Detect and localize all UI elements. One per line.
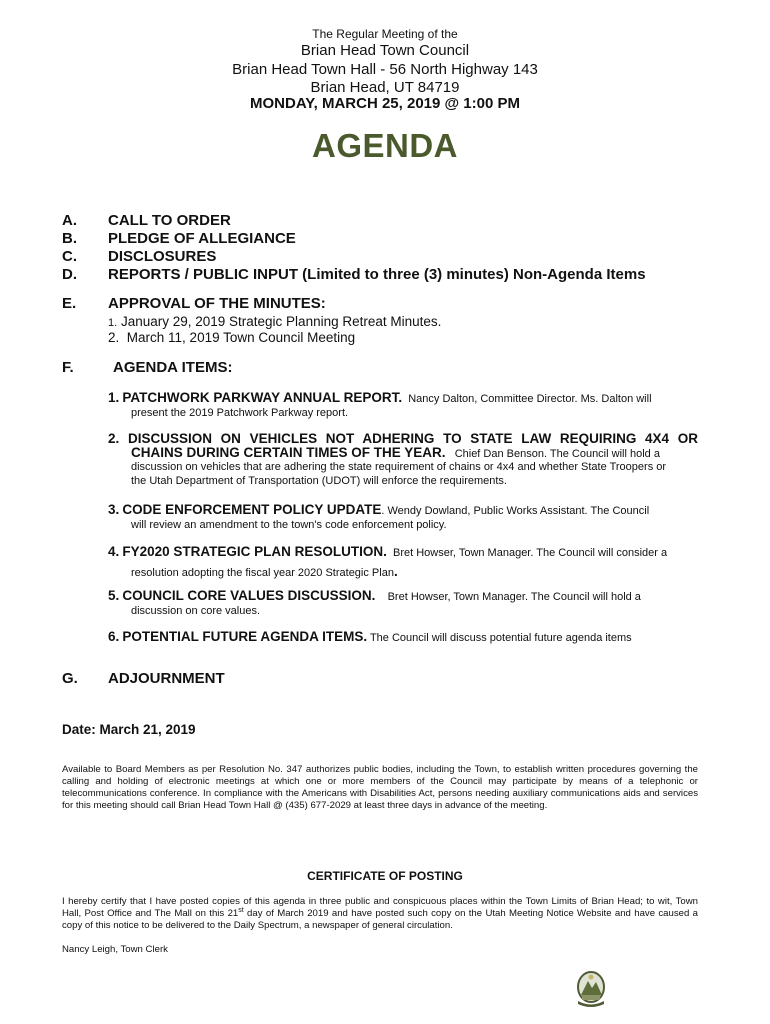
item-description-line [108,565,698,581]
certificate-text-part: day of March 2019 and have posted such copy on the Utah Meeting Notice Website and have caused a copy of this notice to be delivered to the Daily Spectrum, a newspaper of general circulation. [62,908,698,931]
accessibility-notice: Available to Board Members as per Resolution No. 347 authorizes public bodies, including the Town, to establish written procedures governing the calling and holding of electronic meetings at which one or more members of the Council may participate by means of a telephonic or telecommunications conference. In compliance with the Americans with Disabilities Act, persons needing auxiliary communications aids and services for this meeting should call Brian Head Town Hall @ (435) 677-2029 at least three days in advance of the meeting. [62,764,698,811]
minutes-item-text: January 29, 2019 Strategic Planning Retreat Minutes. [120,314,442,329]
agenda-item [108,630,698,646]
page-title: AGENDA [311,127,458,164]
section-f-text: AGENDA ITEMS: [113,359,233,376]
signer-name: Nancy Leigh, Town Clerk [62,944,168,955]
item-number: 5. [108,588,120,603]
item-title: DISCUSSION ON VEHICLES NOT ADHERING TO STATE LAW REQUIRING 4X4 OR [127,431,698,446]
item-title: CODE ENFORCEMENT POLICY UPDATE [122,502,382,517]
section-b-text: PLEDGE OF ALLEGIANCE [108,230,296,247]
item-description: resolution adopting the fiscal year 2020 Strategic Plan [131,566,394,579]
item-description: discussion on vehicles that are adhering the state requirement of chains or 4x4 and whether State Troopers or [131,461,667,473]
seal-icon [573,968,609,1008]
agenda-item [108,589,698,618]
item-title-line [108,432,698,446]
agenda-item [108,391,698,420]
item-end-period: . [393,563,398,579]
section-g-letter: G. [62,670,78,687]
certificate-text [62,896,698,932]
item-number: 4. [108,544,120,559]
minutes-item-text: March 11, 2019 Town Council Meeting [126,330,356,345]
item-title: PATCHWORK PARKWAY ANNUAL REPORT. [122,390,403,405]
item-description: will review an amendment to the town's code enforcement policy. [131,518,447,531]
venue-address: Brian Head Town Hall - 56 North Highway 143 [232,61,538,78]
item-description: Bret Howser, Town Manager. The Council will hold a [387,591,641,603]
item-description: Bret Howser, Town Manager. The Council will consider a [393,547,668,559]
minutes-item-number: 2. [108,330,120,345]
item-title-line [108,446,698,462]
item-number: 3. [108,502,120,517]
section-d-letter: D. [62,266,77,283]
minutes-item-number: 1. [108,317,118,329]
section-a-letter: A. [62,212,77,229]
ordinal-suffix: st [238,906,244,914]
agenda-item [108,545,698,580]
item-description: The Council will discuss potential future agenda items [369,632,632,644]
section-f-letter: F. [62,359,74,376]
town-seal-logo [573,968,609,1008]
meeting-intro: The Regular Meeting of the [312,27,458,41]
minutes-item [108,330,355,345]
agenda-item [108,503,698,532]
item-description: . Wendy Dowland, Public Works Assistant. The Council [381,505,650,517]
item-title: CHAINS DURING CERTAIN TIMES OF THE YEAR. [131,444,446,460]
item-number: 6. [108,629,120,644]
section-b-letter: B. [62,230,77,247]
section-c-letter: C. [62,248,77,265]
item-title: COUNCIL CORE VALUES DISCUSSION. [122,588,376,603]
meeting-datetime: MONDAY, MARCH 25, 2019 @ 1:00 PM [250,95,520,112]
minutes-item [108,314,441,329]
item-description: discussion on core values. [131,604,261,617]
section-d-text: REPORTS / PUBLIC INPUT (Limited to three (3) minutes) Non-Agenda Items [108,266,646,283]
council-name: Brian Head Town Council [300,42,470,59]
agenda-item [108,432,698,488]
item-number: 1. [108,390,120,405]
item-number: 2. [108,431,120,446]
section-g-text: ADJOURNMENT [108,670,225,687]
certificate-text-part: I hereby certify that I have posted copies of this agenda in three public and conspicuous places within the Town Limits of Brian Head; to wit, Town Hall, Post Office and The Mall on this 21 [62,896,698,919]
section-e-letter: E. [62,295,77,312]
item-description: Nancy Dalton, Committee Director. Ms. Dalton will [408,393,652,405]
city-state: Brian Head, UT 84719 [310,79,460,96]
section-a-text: CALL TO ORDER [108,212,231,229]
item-description: present the 2019 Patchwork Parkway report. [131,406,349,419]
section-c-text: DISCLOSURES [108,248,217,265]
certificate-title: CERTIFICATE OF POSTING [307,869,463,883]
item-title: FY2020 STRATEGIC PLAN RESOLUTION. [122,544,387,559]
section-e-text: APPROVAL OF THE MINUTES: [108,295,326,312]
item-title: POTENTIAL FUTURE AGENDA ITEMS. [122,629,368,644]
item-description: the Utah Department of Transportation (UDOT) will enforce the requirements. [131,474,507,487]
posting-date: Date: March 21, 2019 [62,722,196,737]
item-description: Chief Dan Benson. The Council will hold a [454,447,660,460]
